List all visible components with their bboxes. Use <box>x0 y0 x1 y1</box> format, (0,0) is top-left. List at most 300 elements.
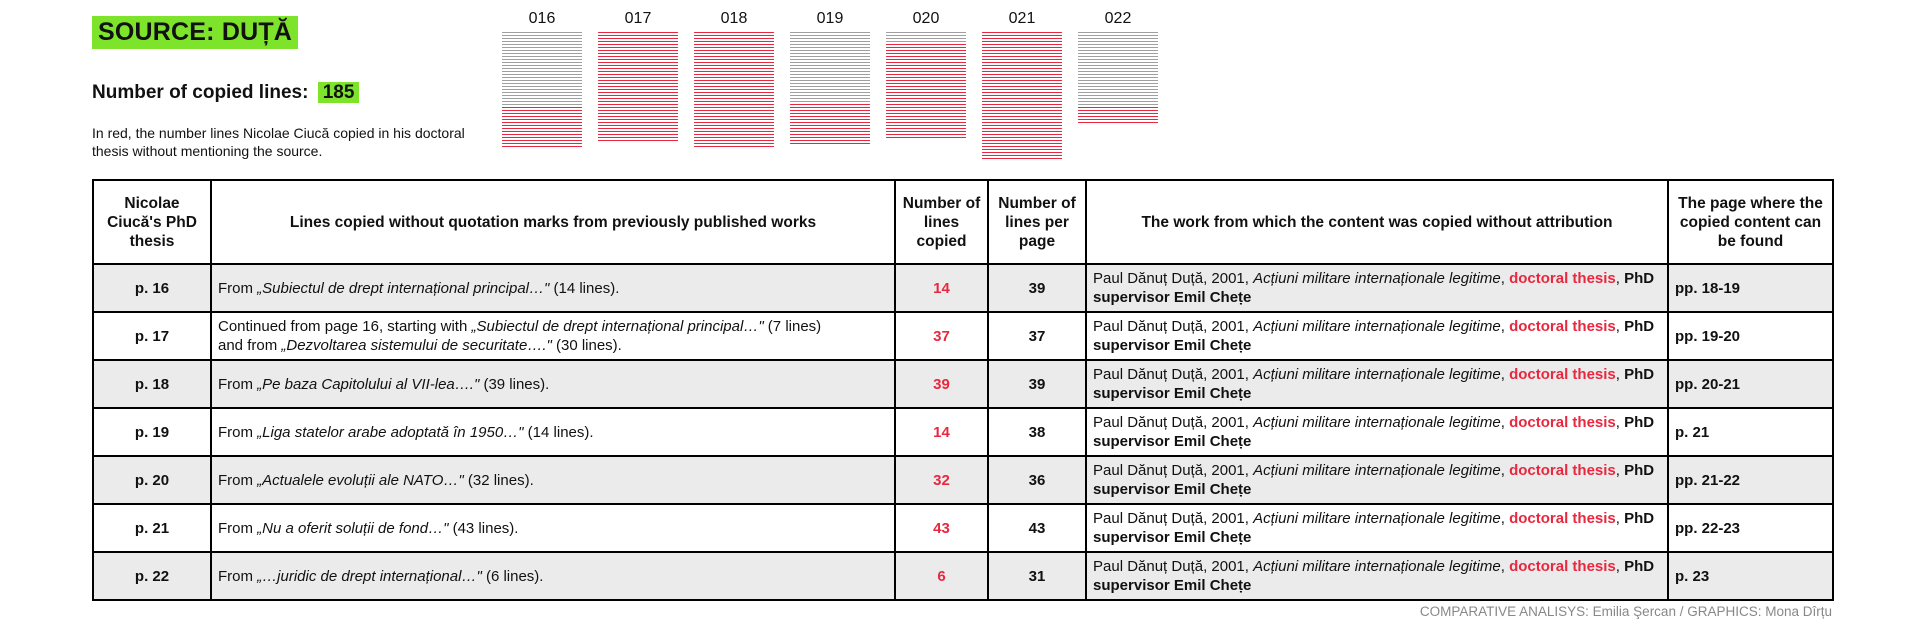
cell-source-work <box>1086 360 1668 408</box>
copied-line-mark <box>886 137 966 138</box>
uncopied-line-mark <box>790 62 870 63</box>
copied-line-mark <box>694 107 774 108</box>
copied-line-mark <box>598 140 678 141</box>
uncopied-line-mark <box>790 80 870 81</box>
uncopied-line-mark <box>1078 44 1158 45</box>
work-sep2: , <box>1615 270 1625 287</box>
uncopied-line-mark <box>790 53 870 54</box>
copied-line-mark <box>982 122 1062 123</box>
work-type: doctoral thesis <box>1509 510 1616 527</box>
copied-line-mark <box>598 77 678 78</box>
work-author: Paul Dănuț Duță, 2001, <box>1093 366 1254 383</box>
copied-line-mark <box>886 116 966 117</box>
table-row <box>93 360 1833 408</box>
copied-line-mark <box>598 32 678 33</box>
copied-line-mark <box>982 35 1062 36</box>
work-sep: , <box>1500 510 1510 527</box>
work-sep: , <box>1500 318 1510 335</box>
uncopied-line-mark <box>502 32 582 33</box>
copied-line-mark <box>598 119 678 120</box>
page-strip-label: 017 <box>624 10 652 27</box>
copied-line-mark <box>886 122 966 123</box>
copied-line-mark <box>694 116 774 117</box>
cell-lines-per-page: 39 <box>988 360 1086 408</box>
work-title: Acțiuni militare internaționale legitime <box>1253 510 1501 527</box>
copied-line-mark <box>982 95 1062 96</box>
copied-line-mark <box>694 113 774 114</box>
copied-lines-label: Number of copied lines: <box>92 82 309 103</box>
uncopied-line-mark <box>502 65 582 66</box>
copied-line-mark <box>598 98 678 99</box>
copied-line-mark <box>886 98 966 99</box>
table-row <box>93 312 1833 360</box>
copied-line-mark <box>694 86 774 87</box>
copied-line-mark <box>598 137 678 138</box>
copied-line-mark <box>982 41 1062 42</box>
copied-line-mark <box>502 107 582 108</box>
copied-line-mark <box>982 149 1062 150</box>
uncopied-line-mark <box>790 50 870 51</box>
copied-line-mark <box>982 116 1062 117</box>
page-strip-lines <box>790 32 870 146</box>
uncopied-line-mark <box>886 38 966 39</box>
cell-lines-copied: 32 <box>895 456 988 504</box>
desc2-quote: „Dezvoltarea sistemului de securitate…." <box>281 337 552 354</box>
copied-line-mark <box>694 137 774 138</box>
copied-line-mark <box>598 83 678 84</box>
copied-line-mark <box>982 101 1062 102</box>
copied-line-mark <box>694 131 774 132</box>
header-copied: Number of lines copied <box>895 180 988 264</box>
copied-line-mark <box>694 101 774 102</box>
table-row <box>93 408 1833 456</box>
page-strip-label: 020 <box>912 10 940 27</box>
work-sep2: , <box>1615 510 1625 527</box>
copied-line-mark <box>694 59 774 60</box>
table-header-row <box>93 180 1833 264</box>
copied-line-mark <box>598 134 678 135</box>
copied-line-mark <box>694 47 774 48</box>
desc2-pre: and from <box>218 337 282 354</box>
copied-line-mark <box>598 53 678 54</box>
uncopied-line-mark <box>502 56 582 57</box>
work-sep2: , <box>1615 558 1625 575</box>
copied-line-mark <box>598 56 678 57</box>
cell-found-page: p. 23 <box>1668 552 1833 600</box>
copied-line-mark <box>1078 110 1158 111</box>
copied-line-mark <box>598 110 678 111</box>
page-strip-lines <box>1078 32 1158 125</box>
uncopied-line-mark <box>502 98 582 99</box>
copied-line-mark <box>694 122 774 123</box>
copied-line-mark <box>502 110 582 111</box>
page-strip-label: 018 <box>720 10 748 27</box>
copied-line-mark <box>886 56 966 57</box>
copied-line-mark <box>790 143 870 144</box>
cell-lines-copied: 14 <box>895 264 988 312</box>
copied-line-mark <box>598 65 678 66</box>
cell-lines-per-page: 36 <box>988 456 1086 504</box>
copied-line-mark <box>1078 116 1158 117</box>
copied-line-mark <box>502 134 582 135</box>
uncopied-line-mark <box>1078 32 1158 33</box>
uncopied-line-mark <box>1078 68 1158 69</box>
uncopied-line-mark <box>790 56 870 57</box>
copied-line-mark <box>982 140 1062 141</box>
uncopied-line-mark <box>790 83 870 84</box>
copied-line-mark <box>886 131 966 132</box>
copied-line-mark <box>982 89 1062 90</box>
uncopied-line-mark <box>502 95 582 96</box>
copied-line-mark <box>598 38 678 39</box>
copied-line-mark <box>886 50 966 51</box>
uncopied-line-mark <box>502 89 582 90</box>
cell-lines-description <box>211 408 895 456</box>
work-sep2: , <box>1615 366 1625 383</box>
work-title: Acțiuni militare internaționale legitime <box>1253 462 1501 479</box>
copied-line-mark <box>982 98 1062 99</box>
uncopied-line-mark <box>1078 83 1158 84</box>
copied-line-mark <box>982 65 1062 66</box>
desc-post: (14 lines). <box>549 279 620 297</box>
copied-line-mark <box>694 41 774 42</box>
desc-quote: „Subiectul de drept internațional principal…" <box>257 279 550 297</box>
cell-source-work <box>1086 504 1668 552</box>
uncopied-line-mark <box>886 35 966 36</box>
desc-pre: From <box>218 375 258 393</box>
copied-line-mark <box>886 128 966 129</box>
cell-lines-copied: 39 <box>895 360 988 408</box>
copied-line-mark <box>982 143 1062 144</box>
work-sep2: , <box>1615 414 1625 431</box>
work-author: Paul Dănuț Duță, 2001, <box>1093 462 1254 479</box>
cell-found-page: pp. 21-22 <box>1668 456 1833 504</box>
uncopied-line-mark <box>502 68 582 69</box>
copied-line-mark <box>982 77 1062 78</box>
copied-line-mark <box>694 80 774 81</box>
copied-line-mark <box>694 38 774 39</box>
copied-line-mark <box>694 68 774 69</box>
copied-line-mark <box>790 119 870 120</box>
uncopied-line-mark <box>790 92 870 93</box>
uncopied-line-mark <box>502 77 582 78</box>
cell-lines-description <box>211 312 895 360</box>
copied-line-mark <box>790 113 870 114</box>
copied-line-mark <box>502 125 582 126</box>
desc-pre: From <box>218 423 258 441</box>
copied-line-mark <box>598 71 678 72</box>
copied-line-mark <box>790 110 870 111</box>
copied-line-mark <box>598 101 678 102</box>
copied-line-mark <box>982 38 1062 39</box>
cell-lines-description <box>211 264 895 312</box>
copied-line-mark <box>886 86 966 87</box>
copied-line-mark <box>598 104 678 105</box>
copied-line-mark <box>598 41 678 42</box>
desc-post: (32 lines). <box>463 471 534 489</box>
copied-line-mark <box>694 143 774 144</box>
work-author: Paul Dănuț Duță, 2001, <box>1093 414 1254 431</box>
copied-line-mark <box>694 140 774 141</box>
table-row <box>93 456 1833 504</box>
uncopied-line-mark <box>502 83 582 84</box>
uncopied-line-mark <box>1078 38 1158 39</box>
cell-found-page: pp. 18-19 <box>1668 264 1833 312</box>
copied-line-mark <box>598 47 678 48</box>
copied-line-mark <box>694 98 774 99</box>
copied-line-mark <box>982 92 1062 93</box>
desc-quote: „…juridic de drept internațional…" <box>257 567 482 585</box>
page-strip-label: 019 <box>816 10 844 27</box>
copied-line-mark <box>886 47 966 48</box>
desc-post: (14 lines). <box>523 423 594 441</box>
copied-line-mark <box>982 47 1062 48</box>
uncopied-line-mark <box>1078 65 1158 66</box>
work-type: doctoral thesis <box>1509 414 1616 431</box>
desc-pre: From <box>218 279 258 297</box>
copied-line-mark <box>1078 107 1158 108</box>
uncopied-line-mark <box>502 101 582 102</box>
uncopied-line-mark <box>502 74 582 75</box>
copied-line-mark <box>598 59 678 60</box>
desc2-post: (30 lines). <box>551 337 622 354</box>
desc-quote: „Pe baza Capitolului al VII-lea…." <box>257 375 480 393</box>
copied-line-mark <box>790 134 870 135</box>
cell-lines-copied: 43 <box>895 504 988 552</box>
cell-lines-description <box>211 360 895 408</box>
work-title: Acțiuni militare internaționale legitime <box>1253 366 1501 383</box>
cell-lines-copied: 14 <box>895 408 988 456</box>
desc-quote: „Subiectul de drept internațional principal…" <box>471 318 764 335</box>
uncopied-line-mark <box>790 41 870 42</box>
desc-pre: From <box>218 567 258 585</box>
cell-found-page: pp. 20-21 <box>1668 360 1833 408</box>
copied-line-mark <box>886 77 966 78</box>
copied-line-mark <box>886 125 966 126</box>
copied-line-mark <box>1078 119 1158 120</box>
uncopied-line-mark <box>502 53 582 54</box>
copied-line-mark <box>694 119 774 120</box>
copied-line-mark <box>1078 122 1158 123</box>
source-title: SOURCE: DUȚĂ <box>92 16 298 49</box>
copied-line-mark <box>694 65 774 66</box>
work-sep: , <box>1500 366 1510 383</box>
copied-line-mark <box>886 113 966 114</box>
work-supervisor: PhD supervisor Emil Cheṭe <box>1093 366 1655 402</box>
uncopied-line-mark <box>1078 71 1158 72</box>
work-supervisor: PhD supervisor Emil Cheṭe <box>1093 510 1655 546</box>
copied-line-mark <box>982 128 1062 129</box>
copied-line-mark <box>694 125 774 126</box>
copied-line-mark <box>598 113 678 114</box>
copied-line-mark <box>598 92 678 93</box>
uncopied-line-mark <box>502 38 582 39</box>
uncopied-line-mark <box>1078 47 1158 48</box>
copied-line-mark <box>886 44 966 45</box>
desc-pre: From <box>218 471 258 489</box>
copied-line-mark <box>982 152 1062 153</box>
copied-line-mark <box>886 53 966 54</box>
uncopied-line-mark <box>1078 53 1158 54</box>
copied-line-mark <box>982 50 1062 51</box>
work-title: Acțiuni militare internaționale legitime <box>1253 318 1501 335</box>
cell-found-page: pp. 19-20 <box>1668 312 1833 360</box>
copied-line-mark <box>598 62 678 63</box>
work-sep: , <box>1500 462 1510 479</box>
copied-line-mark <box>790 131 870 132</box>
desc-post: (6 lines). <box>481 567 544 585</box>
copied-line-mark <box>694 77 774 78</box>
desc-quote: „Actualele evoluții ale NATO…" <box>257 471 464 489</box>
copied-line-mark <box>694 83 774 84</box>
copied-line-mark <box>982 56 1062 57</box>
copied-line-mark <box>598 95 678 96</box>
uncopied-line-mark <box>502 71 582 72</box>
copied-line-mark <box>982 32 1062 33</box>
copied-line-mark <box>502 131 582 132</box>
copied-line-mark <box>886 89 966 90</box>
uncopied-line-mark <box>502 50 582 51</box>
page-strip-label: 016 <box>528 10 556 27</box>
copied-line-mark <box>694 104 774 105</box>
cell-thesis-page: p. 19 <box>93 408 211 456</box>
work-title: Acțiuni militare internaționale legitime <box>1253 558 1501 575</box>
table-row <box>93 264 1833 312</box>
copied-line-mark <box>598 122 678 123</box>
header-lines: Lines copied without quotation marks from previously published works <box>211 180 895 264</box>
legend-note: In red, the number lines Nicolae Ciucă copied in his doctoral thesis without mentioning the source. <box>92 125 465 159</box>
cell-lines-description <box>211 504 895 552</box>
copied-line-mark <box>886 71 966 72</box>
uncopied-line-mark <box>790 95 870 96</box>
work-author: Paul Dănuț Duță, 2001, <box>1093 318 1254 335</box>
cell-thesis-page: p. 16 <box>93 264 211 312</box>
copied-line-mark <box>790 140 870 141</box>
copied-line-mark <box>982 62 1062 63</box>
copied-line-mark <box>886 104 966 105</box>
header-work: The work from which the content was copied without attribution <box>1086 180 1668 264</box>
copied-line-mark <box>886 110 966 111</box>
page-strip-lines <box>982 32 1062 161</box>
desc-post: (39 lines). <box>479 375 550 393</box>
copied-line-mark <box>886 65 966 66</box>
uncopied-line-mark <box>502 104 582 105</box>
work-supervisor: PhD supervisor Emil Cheṭe <box>1093 270 1655 306</box>
copied-line-mark <box>694 89 774 90</box>
page-strip-lines <box>502 32 582 149</box>
copied-line-mark <box>982 86 1062 87</box>
uncopied-line-mark <box>790 89 870 90</box>
copied-line-mark <box>982 137 1062 138</box>
copied-line-mark <box>598 80 678 81</box>
uncopied-line-mark <box>1078 59 1158 60</box>
cell-thesis-page: p. 18 <box>93 360 211 408</box>
copied-line-mark <box>982 74 1062 75</box>
cell-lines-per-page: 37 <box>988 312 1086 360</box>
uncopied-line-mark <box>1078 74 1158 75</box>
copied-line-mark <box>886 92 966 93</box>
work-type: doctoral thesis <box>1509 366 1616 383</box>
credits: COMPARATIVE ANALISYS: Emilia Şercan / GRAPHICS: Mona Dîrțu <box>1419 604 1832 619</box>
copied-line-mark <box>694 71 774 72</box>
copied-line-mark <box>694 95 774 96</box>
work-type: doctoral thesis <box>1509 558 1616 575</box>
uncopied-line-mark <box>1078 98 1158 99</box>
copied-line-mark <box>982 134 1062 135</box>
uncopied-line-mark <box>790 68 870 69</box>
uncopied-line-mark <box>1078 56 1158 57</box>
copied-line-mark <box>694 32 774 33</box>
copied-line-mark <box>982 125 1062 126</box>
copied-line-mark <box>598 44 678 45</box>
copied-line-mark <box>694 110 774 111</box>
copied-line-mark <box>886 119 966 120</box>
copied-line-mark <box>886 95 966 96</box>
copied-line-mark <box>790 104 870 105</box>
uncopied-line-mark <box>502 47 582 48</box>
copied-lines-summary <box>92 82 359 104</box>
copied-line-mark <box>598 89 678 90</box>
copied-line-mark <box>502 128 582 129</box>
uncopied-line-mark <box>1078 95 1158 96</box>
uncopied-line-mark <box>1078 101 1158 102</box>
uncopied-line-mark <box>1078 62 1158 63</box>
copied-line-mark <box>502 119 582 120</box>
copied-line-mark <box>982 113 1062 114</box>
work-sep2: , <box>1615 462 1625 479</box>
copied-line-mark <box>502 116 582 117</box>
uncopied-line-mark <box>790 98 870 99</box>
uncopied-line-mark <box>790 32 870 33</box>
copied-line-mark <box>982 119 1062 120</box>
page-strip-lines <box>598 32 678 143</box>
cell-lines-copied: 6 <box>895 552 988 600</box>
copied-line-mark <box>982 146 1062 147</box>
uncopied-line-mark <box>1078 41 1158 42</box>
table-row <box>93 552 1833 600</box>
work-author: Paul Dănuț Duță, 2001, <box>1093 510 1254 527</box>
work-supervisor: PhD supervisor Emil Cheṭe <box>1093 558 1655 594</box>
copied-line-mark <box>502 143 582 144</box>
copied-line-mark <box>982 44 1062 45</box>
page-strip-label: 022 <box>1104 10 1132 27</box>
copied-line-mark <box>1078 113 1158 114</box>
copied-line-mark <box>502 146 582 147</box>
cell-lines-per-page: 31 <box>988 552 1086 600</box>
work-sep2: , <box>1615 318 1625 335</box>
uncopied-line-mark <box>790 74 870 75</box>
uncopied-line-mark <box>790 38 870 39</box>
copied-line-mark <box>694 128 774 129</box>
cell-lines-copied: 37 <box>895 312 988 360</box>
work-title: Acțiuni militare internaționale legitime <box>1253 414 1501 431</box>
copied-lines-count: 185 <box>318 82 360 103</box>
copied-line-mark <box>790 116 870 117</box>
copied-line-mark <box>790 128 870 129</box>
copied-line-mark <box>790 137 870 138</box>
desc-post: (7 lines) <box>763 318 822 335</box>
table-body <box>93 264 1833 600</box>
work-supervisor: PhD supervisor Emil Cheṭe <box>1093 318 1655 354</box>
cell-source-work <box>1086 264 1668 312</box>
work-supervisor: PhD supervisor Emil Cheṭe <box>1093 414 1655 450</box>
page-strip-lines <box>886 32 966 140</box>
cell-source-work <box>1086 456 1668 504</box>
cell-thesis-page: p. 20 <box>93 456 211 504</box>
uncopied-line-mark <box>502 35 582 36</box>
copied-line-mark <box>886 59 966 60</box>
uncopied-line-mark <box>502 92 582 93</box>
